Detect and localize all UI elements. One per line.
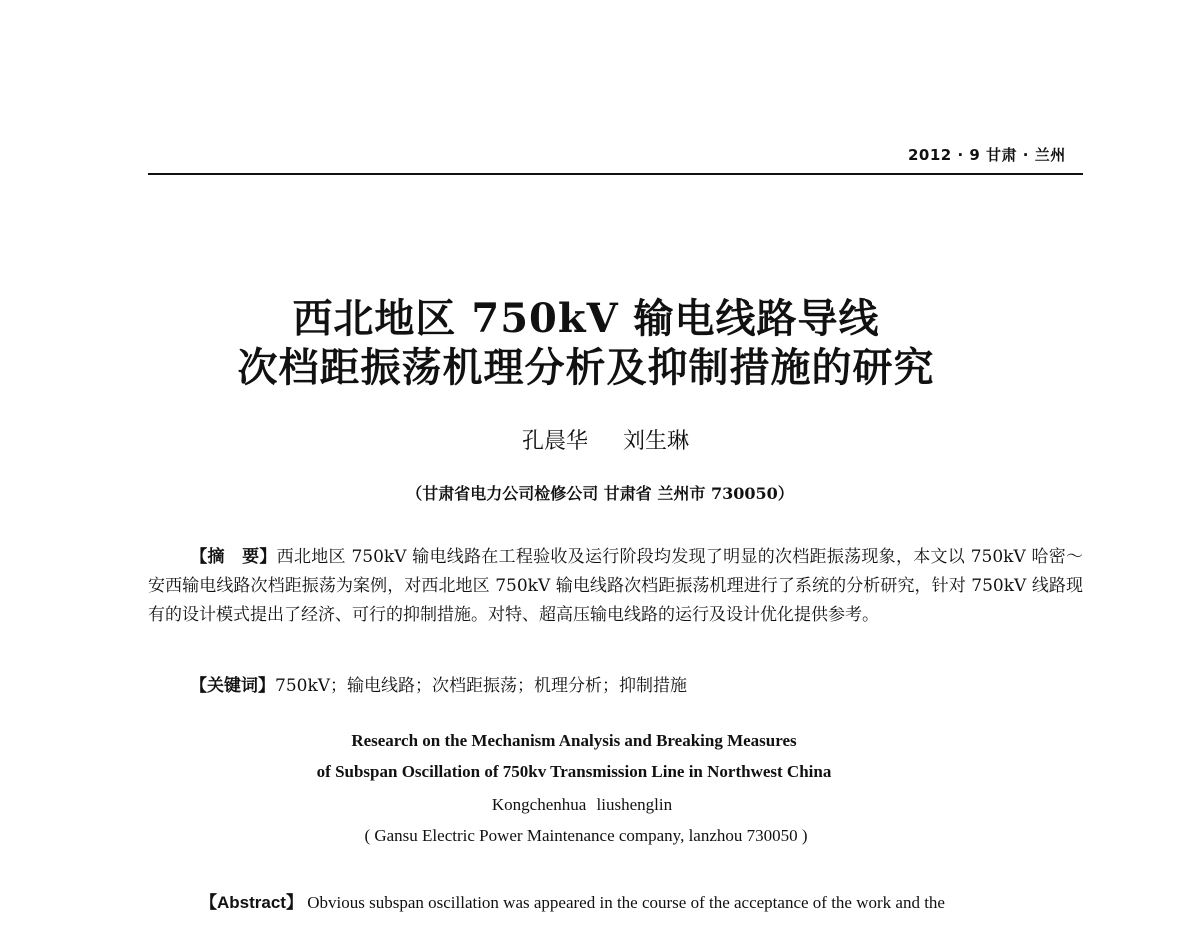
keywords-cn-label: 【关键词】 [190, 676, 275, 696]
abstract-en-label: 【Abstract】 [200, 893, 303, 912]
english-authors: Kongchenhua liushenglin [491, 795, 673, 814]
title-line-2: 次档距振荡机理分析及抑制措施的研究 [237, 344, 935, 391]
keywords-cn-text: 750kV；输电线路；次档距振荡；机理分析；抑制措施 [275, 676, 688, 696]
english-title-line-2: of Subspan Oscillation of 750kv Transmission Line in Northwest China [316, 762, 832, 781]
abstract-en-text: Obvious subspan oscillation was appeared in the course of the acceptance of the work and the [307, 893, 945, 912]
title-line-1: 西北地区 750kV 输电线路导线 [292, 295, 880, 342]
english-title-line-1: Research on the Mechanism Analysis and Breaking Measures [351, 731, 797, 750]
header-date-location: 2012 · 9 甘肃 · 兰州 [908, 146, 1066, 164]
keywords-cn [190, 671, 687, 696]
english-affiliation: ( Gansu Electric Power Maintenance company, lanzhou 730050 ) [364, 826, 808, 845]
abstract-cn [148, 543, 1083, 630]
affiliation: （甘肃省电力公司检修公司 甘肃省 兰州市 730050） [406, 484, 794, 503]
abstract-cn-text: 西北地区 750kV 输电线路在工程验收及运行阶段均发现了明显的次档距振荡现象，本文以 750kV 哈密～安西输电线路次档距振荡为案例，对西北地区 750kV 输电线路次档距振荡机理进行了系统的分析研究，针对 750kV 线路现有的设计模式提出了经济、可行的抑制措施。对特、超高压输电线路的运行及设计优化提供参考。 [148, 547, 1083, 625]
abstract-en [200, 888, 1085, 918]
header-rule [148, 173, 1083, 175]
authors: 孔晨华 刘生琳 [522, 429, 689, 454]
abstract-cn-label: 【摘 要】 [190, 547, 277, 567]
